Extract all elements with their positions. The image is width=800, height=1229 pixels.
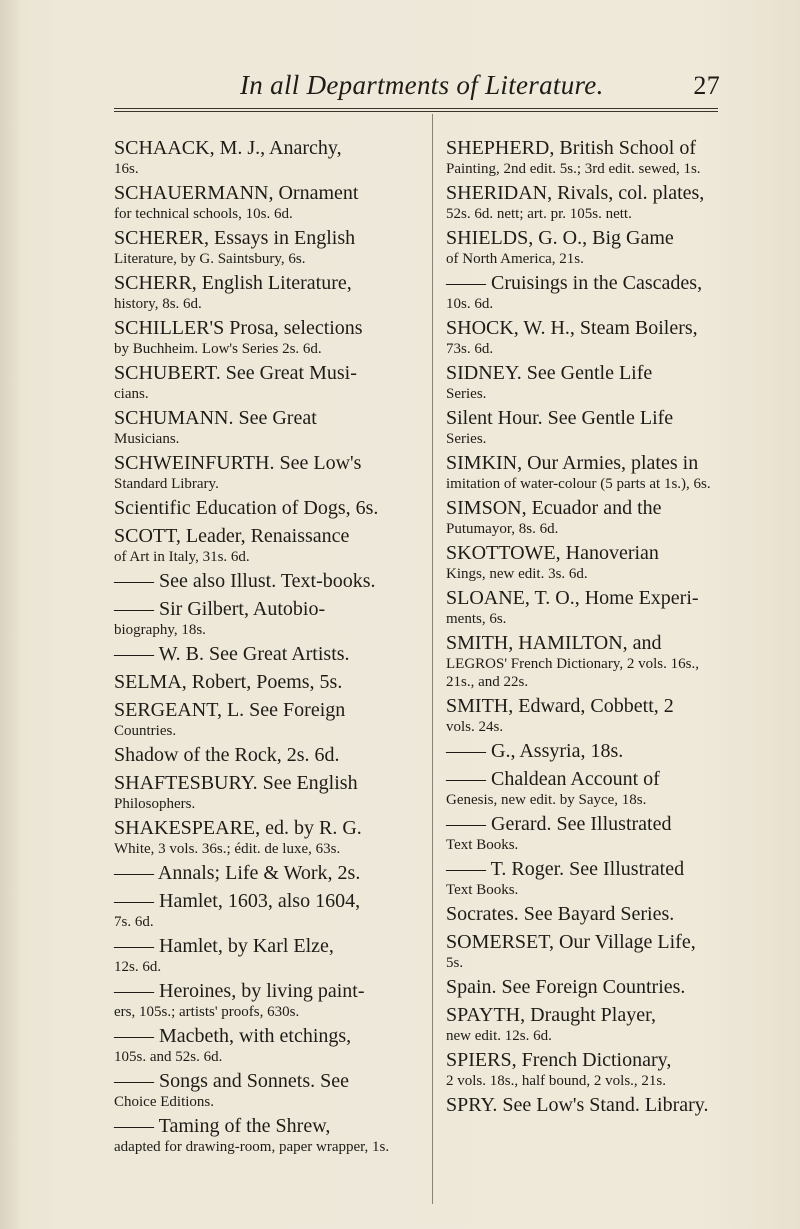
entry-heading: SCHILLER'S Prosa, selections (114, 317, 363, 339)
catalogue-entry (114, 316, 404, 358)
running-header (240, 70, 720, 101)
catalogue-entry (114, 861, 404, 885)
catalogue-entry (446, 857, 730, 899)
entry-detail: Literature, by G. Saintsbury, 6s. (114, 251, 306, 267)
entry-detail: 73s. 6d. (446, 341, 494, 357)
entry-detail: 7s. 6d. (114, 914, 154, 930)
entry-detail: 12s. 6d. (114, 959, 162, 975)
entry-heading: SHERIDAN, Rivals, col. plates, (446, 182, 705, 204)
catalogue-entry (446, 541, 730, 583)
entry-detail: adapted for drawing-room, paper wrapper, 1s. (114, 1139, 390, 1155)
catalogue-entry (446, 631, 730, 691)
catalogue-entry (446, 1048, 730, 1090)
entry-heading: SMITH, HAMILTON, and (446, 632, 662, 654)
entry-heading: —— Songs and Sonnets. See (114, 1070, 349, 1092)
catalogue-entry (114, 816, 404, 858)
catalogue-entry (114, 361, 404, 403)
entry-heading: SCHAUERMANN, Ornament (114, 182, 359, 204)
entry-heading: SHEPHERD, British School of (446, 137, 697, 159)
entry-heading: SCHUBERT. See Great Musi- (114, 362, 357, 384)
catalogue-entry (446, 767, 730, 809)
entry-detail: of Art in Italy, 31s. 6d. (114, 549, 250, 565)
catalogue-entry (446, 1093, 730, 1117)
catalogue-entry (114, 743, 404, 767)
catalogue-entry (446, 271, 730, 313)
entry-detail: biography, 18s. (114, 622, 206, 638)
entry-detail: Standard Library. (114, 476, 219, 492)
entry-heading: SOMERSET, Our Village Life, (446, 931, 696, 953)
entry-heading: SCOTT, Leader, Renaissance (114, 525, 350, 547)
catalogue-entry (114, 406, 404, 448)
entry-heading: —— Hamlet, by Karl Elze, (114, 935, 334, 957)
entry-heading: —— Annals; Life & Work, 2s. (114, 862, 361, 884)
column-divider (432, 114, 433, 1204)
catalogue-entry (114, 934, 404, 976)
entry-heading: SMITH, Edward, Cobbett, 2 (446, 695, 674, 717)
entry-detail: Genesis, new edit. by Sayce, 18s. (446, 792, 647, 808)
entry-heading: SLOANE, T. O., Home Experi- (446, 587, 699, 609)
entry-heading: Silent Hour. See Gentle Life (446, 407, 674, 429)
entry-detail: Philosophers. (114, 796, 196, 812)
catalogue-entry (114, 771, 404, 813)
entry-heading: SELMA, Robert, Poems, 5s. (114, 671, 343, 693)
catalogue-entry (446, 739, 730, 763)
entry-heading: Shadow of the Rock, 2s. 6d. (114, 744, 340, 766)
catalogue-entry (114, 136, 404, 178)
entry-detail: 10s. 6d. (446, 296, 494, 312)
catalogue-entry (446, 406, 730, 448)
entry-detail: 105s. and 52s. 6d. (114, 1049, 223, 1065)
header-rule (114, 108, 718, 109)
catalogue-entry (446, 1003, 730, 1045)
catalogue-entry (446, 902, 730, 926)
entry-heading: SHAFTESBURY. See English (114, 772, 358, 794)
catalogue-entry (114, 181, 404, 223)
entry-heading: SPIERS, French Dictionary, (446, 1049, 672, 1071)
entry-heading: SHOCK, W. H., Steam Boilers, (446, 317, 698, 339)
entry-heading: Spain. See Foreign Countries. (446, 976, 686, 998)
entry-detail: Countries. (114, 723, 177, 739)
catalogue-entry (446, 496, 730, 538)
right-column (446, 136, 730, 1121)
entry-heading: Scientific Education of Dogs, 6s. (114, 497, 379, 519)
catalogue-entry (446, 451, 730, 493)
catalogue-entry (114, 642, 404, 666)
page-number: 27 (693, 71, 720, 100)
entry-heading: —— T. Roger. See Illustrated (446, 858, 685, 880)
entry-detail: White, 3 vols. 36s.; édit. de luxe, 63s. (114, 841, 341, 857)
entry-heading: SPAYTH, Draught Player, (446, 1004, 656, 1026)
entry-detail: cians. (114, 386, 149, 402)
catalogue-entry (114, 271, 404, 313)
entry-heading: SIMSON, Ecuador and the (446, 497, 662, 519)
catalogue-entry (114, 226, 404, 268)
header-title: In all Departments of Literature. (240, 70, 604, 100)
catalogue-entry (446, 226, 730, 268)
entry-detail: LEGROS' French Dictionary, 2 vols. 16s., 21s., and 22s. (446, 656, 699, 690)
entry-detail: of North America, 21s. (446, 251, 584, 267)
entry-heading: —— Heroines, by living paint- (114, 980, 365, 1002)
entry-detail: 2 vols. 18s., half bound, 2 vols., 21s. (446, 1073, 667, 1089)
entry-detail: ers, 105s.; artists' proofs, 630s. (114, 1004, 300, 1020)
entry-heading: SIMKIN, Our Armies, plates in (446, 452, 699, 474)
catalogue-entry (114, 670, 404, 694)
entry-detail: new edit. 12s. 6d. (446, 1028, 552, 1044)
entry-heading: SIDNEY. See Gentle Life (446, 362, 653, 384)
entry-detail: Putumayor, 8s. 6d. (446, 521, 559, 537)
entry-heading: SERGEANT, L. See Foreign (114, 699, 346, 721)
catalogue-entry (114, 451, 404, 493)
entry-heading: —— Gerard. See Illustrated (446, 813, 672, 835)
entry-heading: —— See also Illust. Text-books. (114, 570, 376, 592)
entry-heading: —— Cruisings in the Cascades, (446, 272, 703, 294)
catalogue-entry (114, 1024, 404, 1066)
catalogue-entry (446, 361, 730, 403)
catalogue-entry (114, 979, 404, 1021)
left-column (114, 136, 404, 1159)
entry-heading: —— G., Assyria, 18s. (446, 740, 624, 762)
entry-detail: Text Books. (446, 882, 519, 898)
entry-heading: SKOTTOWE, Hanoverian (446, 542, 659, 564)
entry-detail: imitation of water-colour (5 parts at 1s.), 6s. (446, 476, 711, 492)
catalogue-entry (114, 889, 404, 931)
entry-heading: SHIELDS, G. O., Big Game (446, 227, 674, 249)
entry-detail: Choice Editions. (114, 1094, 214, 1110)
entry-heading: SCHWEINFURTH. See Low's (114, 452, 362, 474)
catalogue-entry (446, 586, 730, 628)
entry-detail: history, 8s. 6d. (114, 296, 202, 312)
entry-heading: SHAKESPEARE, ed. by R. G. (114, 817, 362, 839)
entry-heading: —— W. B. See Great Artists. (114, 643, 350, 665)
catalogue-entry (114, 1069, 404, 1111)
catalogue-entry (446, 316, 730, 358)
catalogue-entry (446, 975, 730, 999)
entry-detail: 52s. 6d. nett; art. pr. 105s. nett. (446, 206, 632, 222)
entry-heading: SCHUMANN. See Great (114, 407, 317, 429)
entry-detail: Series. (446, 386, 487, 402)
entry-heading: SCHAACK, M. J., Anarchy, (114, 137, 342, 159)
catalogue-entry (446, 136, 730, 178)
entry-heading: —— Hamlet, 1603, also 1604, (114, 890, 361, 912)
entry-detail: Kings, new edit. 3s. 6d. (446, 566, 588, 582)
entry-detail: Painting, 2nd edit. 5s.; 3rd edit. sewed, 1s. (446, 161, 701, 177)
catalogue-entry (114, 597, 404, 639)
entry-detail: by Buchheim. Low's Series 2s. 6d. (114, 341, 322, 357)
catalogue-entry (446, 812, 730, 854)
entry-heading: —— Chaldean Account of (446, 768, 660, 790)
catalogue-entry (114, 524, 404, 566)
entry-heading: —— Sir Gilbert, Autobio- (114, 598, 326, 620)
entry-heading: SPRY. See Low's Stand. Library. (446, 1094, 709, 1116)
entry-heading: Socrates. See Bayard Series. (446, 903, 675, 925)
entry-detail: 5s. (446, 955, 464, 971)
catalogue-entry (114, 1114, 404, 1156)
catalogue-entry (446, 694, 730, 736)
entry-heading: —— Taming of the Shrew, (114, 1115, 331, 1137)
entry-detail: Musicians. (114, 431, 180, 447)
entry-detail: 16s. (114, 161, 139, 177)
catalogue-entry (446, 930, 730, 972)
catalogue-entry (114, 569, 404, 593)
entry-detail: vols. 24s. (446, 719, 504, 735)
catalogue-entry (114, 496, 404, 520)
entry-heading: SCHERR, English Literature, (114, 272, 352, 294)
entry-heading: SCHERER, Essays in English (114, 227, 356, 249)
catalogue-entry (446, 181, 730, 223)
entry-detail: for technical schools, 10s. 6d. (114, 206, 293, 222)
entry-detail: ments, 6s. (446, 611, 507, 627)
entry-heading: —— Macbeth, with etchings, (114, 1025, 352, 1047)
header-rule-lower (114, 111, 718, 112)
entry-detail: Text Books. (446, 837, 519, 853)
entry-detail: Series. (446, 431, 487, 447)
catalogue-entry (114, 698, 404, 740)
